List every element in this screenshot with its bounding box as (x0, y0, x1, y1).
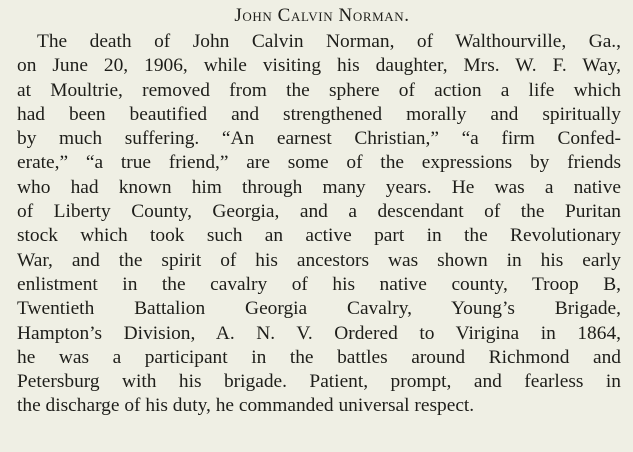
text-line: stock which took such an active part in the Revolutionary (17, 225, 621, 247)
text-line: enlistment in the cavalry of his native county, Troop B, (17, 273, 621, 295)
text-line: Twentieth Battalion Georgia Cavalry, Young’s Brigade, (17, 298, 621, 320)
text-line: the discharge of his duty, he commanded universal respect. (17, 395, 475, 417)
text-line: by much suffering. “An earnest Christian,” “a firm Confed- (17, 128, 621, 150)
text-line: at Moultrie, removed from the sphere of action a life which (17, 79, 621, 101)
text-line: of Liberty County, Georgia, and a descendant of the Puritan (17, 201, 621, 223)
text-line: The death of John Calvin Norman, of Walthourville, Ga., (37, 31, 621, 52)
text-line: he was a participant in the battles around Richmond and (17, 346, 621, 368)
text-line: erate,” “a true friend,” are some of the expressions by friends (17, 152, 621, 174)
text-line: Petersburg with his brigade. Patient, prompt, and fearless in (17, 371, 621, 393)
text-line: War, and the spirit of his ancestors was shown in his early (17, 249, 621, 271)
text-line: had been beautified and strengthened morally and spiritually (17, 103, 621, 125)
article-title: John Calvin Norman. (234, 5, 410, 26)
text-line: Hampton’s Division, A. N. V. Ordered to Virigina in 1864, (17, 322, 621, 344)
text-line: on June 20, 1906, while visiting his daughter, Mrs. W. F. Way, (17, 55, 621, 77)
text-line: who had known him through many years. He was a native (17, 176, 621, 198)
article-body (17, 30, 621, 419)
